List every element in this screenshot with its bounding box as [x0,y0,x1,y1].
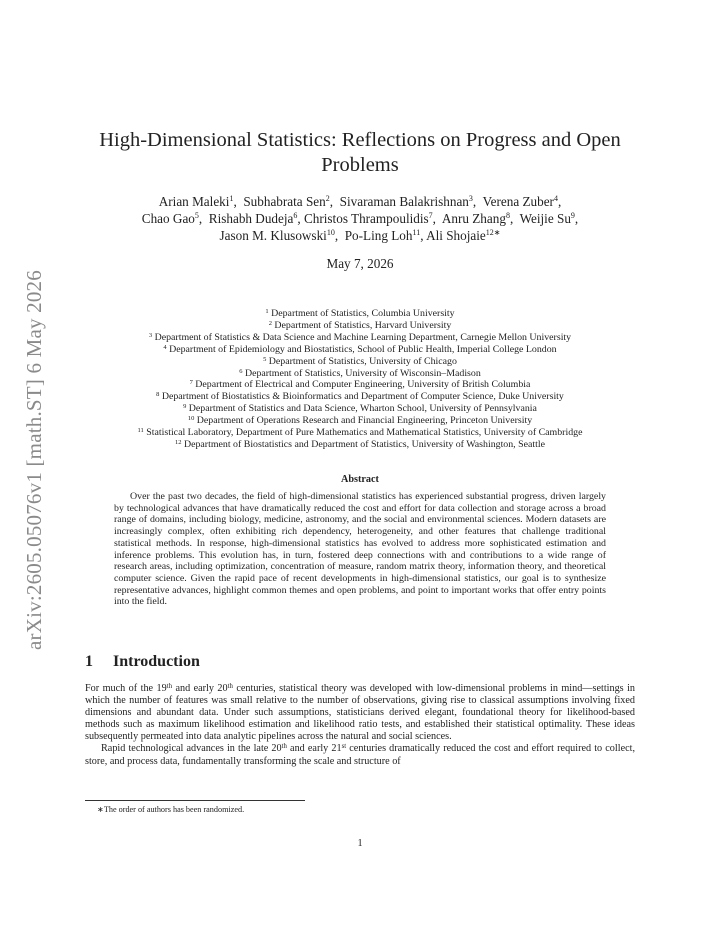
author-line-1: Arian Maleki$^1$, Subhabrata Sen$^2$, Sivaraman Balakrishnan$^3$, Verena Zuber$^4$, [158,194,562,209]
arxiv-identifier: arXiv:2605.05076v1 [math.ST] 6 May 2026 [22,270,46,650]
author-name: Anru Zhang [441,211,506,226]
author-affil-mark: 6 [293,211,298,220]
author-name: Ali Shojaie [426,228,486,243]
author-affil-mark: 9 [570,211,575,220]
footnote-rule [85,800,305,801]
affiliation-item: $^7$ Department of Electrical and Computer Engineering, University of British Columbia [189,379,531,391]
section-number: 1 [85,653,93,670]
affiliation-item: $^9$ Department of Statistics and Data Science, Wharton School, University of Pennsylvania [183,403,537,415]
introduction-body [85,683,635,768]
author-name: Rishabh Dudeja [208,211,294,226]
paper-date: May 7, 2026 [326,256,394,271]
affiliation-item: $^4$ Department of Epidemiology and Biostatistics, School of Public Health, Imperial College London [163,343,557,355]
author-list [85,193,635,244]
affiliation-item: $^2$ Department of Statistics, Harvard University [268,319,452,331]
title-line-2: Problems [321,154,399,176]
author-affil-mark: 7 [428,211,433,220]
section-title: Introduction [113,653,200,670]
author-affil-mark: 4 [553,194,558,203]
abstract-body [114,491,606,608]
affiliation-list [70,308,650,451]
author-name: Po-Ling Loh [344,228,413,243]
affiliation-item: $^{11}$ Statistical Laboratory, Department of Pure Mathematics and Mathematical Statistics, University of Cambridge [137,427,583,439]
paper-title [95,128,625,178]
author-name: Christos Thrampoulidis [303,211,429,226]
author-affil-mark: 5 [194,211,199,220]
author-name: Jason M. Klusowski [219,228,327,243]
author-line-2: Chao Gao$^5$, Rishabh Dudeja$^6$, Christos Thrampoulidis$^7$, Anru Zhang$^8$, Weijie Su$^9$, [141,211,579,226]
author-name: Verena Zuber [482,194,554,209]
affiliation-item: $^1$ Department of Statistics, Columbia University [265,308,455,319]
page-number: 1 [357,838,363,849]
affiliation-item: $^3$ Department of Statistics & Data Science and Machine Learning Department, Carnegie Mellon University [148,331,572,343]
footnote: ∗The order of authors has been randomized. [97,805,245,814]
author-affil-mark: 8 [505,211,510,220]
author-affil-mark: 2 [325,194,330,203]
affiliation-item: $^8$ Department of Biostatistics & Bioinformatics and Department of Computer Science, Duke University [156,391,564,403]
author-affil-mark: 11 [412,228,421,237]
intro-paragraph-1: For much of the 19th and early 20th centuries, statistical theory was developed with low-dimensional problems in mind—settings in which the number of features was small relative to the number of observations, giving rise to classical assumptions involving fixed dimensions and abundant data. Under such assumptions, statisticians derived elegant, foundational theory for likelihood-based methods such as maximum likelihood estimation and likelihood ratio tests, and established their statistical optimality. These ideas subsequently permeated into data analytic pipelines across the natural and social sciences. [85,683,636,743]
intro-paragraph-2: Rapid technological advances in the late 20th and early 21st centuries dramatically reduced the cost and effort required to collect, store, and process data, fundamentally transforming the scale and structure of [85,743,635,767]
affiliation-item: $^{12}$ Department of Biostatistics and Department of Statistics, University of Washington, Seattle [174,438,545,450]
affiliation-item: $^6$ Department of Statistics, University of Wisconsin–Madison [239,367,481,379]
author-affil-mark: 12∗ [485,228,501,237]
author-affil-mark: 3 [468,194,473,203]
section-heading [85,653,200,671]
affiliation-item: $^{10}$ Department of Operations Research and Financial Engineering, Princeton University [187,415,533,427]
abstract-text: Over the past two decades, the field of high-dimensional statistics has experienced substantial progress, driven largely by technological advances that have dramatically reduced the cost and effort for data collection and storage across a broad range of domains, including biology, medicine, astronomy, and the social and environmental sciences. Modern datasets are increasingly complex, often exhibiting rich dependency, heterogeneity, and other features that challenge traditional statistical methods. In response, high-dimensional statistics has evolved to address more sophisticated estimation and inference problems. This evolution has, in turn, fostered deep connections with and contributions to a wide range of research areas, including optimization, concentration of measure, random matrix theory, information theory, and theoretical computer science. Given the rapid pace of recent developments in high-dimensional statistics, our goal is to synthesize representative advances, highlight common themes and open problems, and point to important works that offer entry points into the field. [114,491,606,608]
author-name: Subhabrata Sen [243,194,326,209]
author-line-3: Jason M. Klusowski$^{10}$, Po-Ling Loh$^{11}$, Ali Shojaie$^{12∗}$ [219,228,501,243]
author-name: Sivaraman Balakrishnan [339,194,469,209]
abstract-heading: Abstract [341,474,379,485]
author-name: Chao Gao [141,211,195,226]
author-affil-mark: 10 [326,228,335,237]
affiliation-item: $^5$ Department of Statistics, University of Chicago [263,355,457,367]
author-name: Arian Maleki [158,194,230,209]
author-affil-mark: 1 [229,194,234,203]
title-line-1: High-Dimensional Statistics: Reflections on Progress and Open [99,129,621,151]
author-name: Weijie Su [519,211,571,226]
